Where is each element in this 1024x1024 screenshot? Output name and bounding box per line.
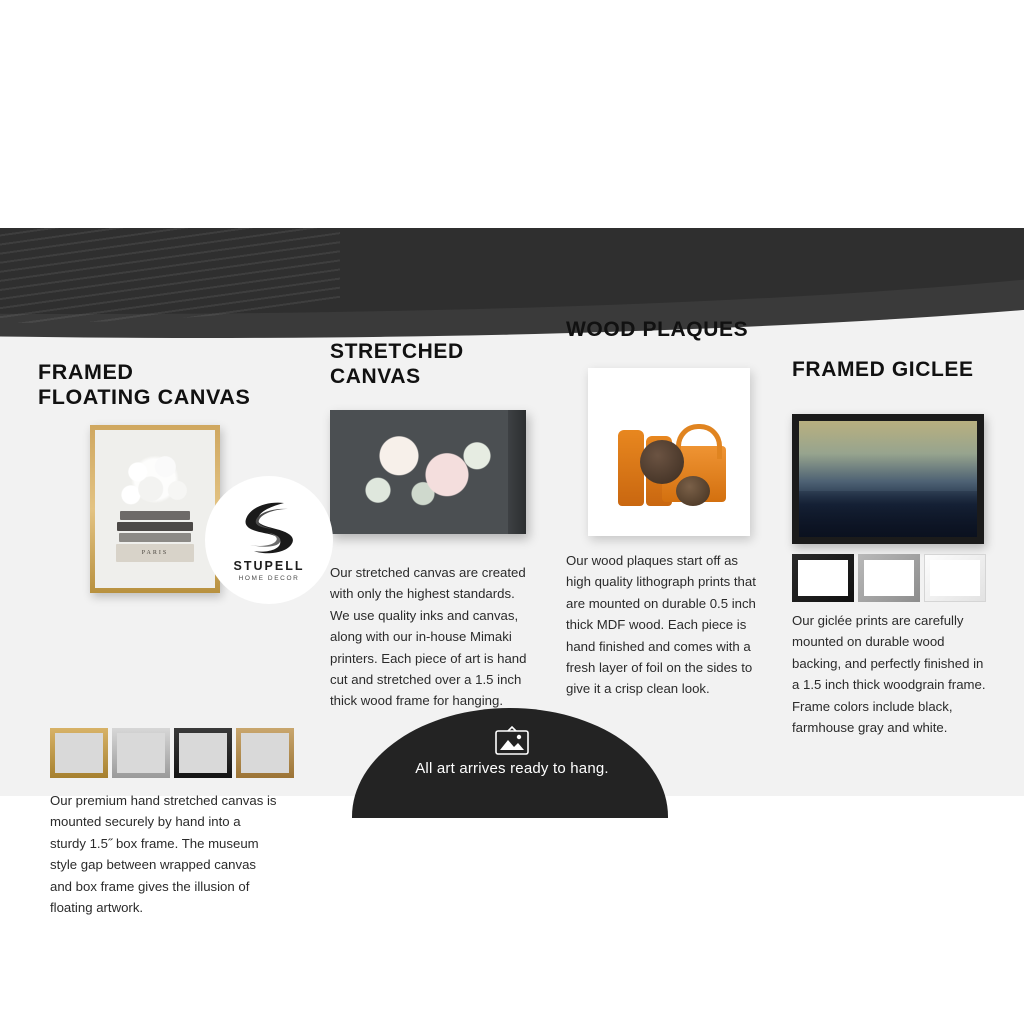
swatch-black xyxy=(174,728,232,778)
column-stretched-canvas xyxy=(330,340,535,709)
brand-logo-badge xyxy=(205,476,333,604)
artwork-book-label: PARIS xyxy=(141,550,169,556)
abstract-landscape-shape xyxy=(799,421,977,537)
column-3-title-line1: WOOD PLAQUES xyxy=(566,318,749,341)
column-3-title xyxy=(566,318,766,343)
column-2-title-line2: CANVAS xyxy=(330,364,421,388)
swatch-woodgrain xyxy=(236,728,294,778)
swatch-silver xyxy=(112,728,170,778)
stupell-s-logo-icon xyxy=(238,499,300,555)
logo-wordmark: STUPELL xyxy=(233,558,305,573)
column-2-description: Our stretched canvas are created with only the highest standards. We use quality inks and canvas, along with our in-house Mimaki printers. Each piece of art is hand cut and stretched over a 1.5 inch thick wood frame for hanging. xyxy=(330,565,527,709)
dog-shape-secondary xyxy=(676,476,710,506)
column-1-description: Our premium hand stretched canvas is mounted securely by hand into a sturdy 1.5˝ box frame. The museum style gap between wrapped canvas and box frame gives the illusion of floating artwork. xyxy=(50,793,277,915)
swatch-gold xyxy=(50,728,108,778)
wood-plaque-artwork xyxy=(588,368,750,536)
frame-swatch-farmhouse-gray xyxy=(858,554,920,602)
giclee-frame-swatches xyxy=(792,554,986,602)
column-1-title-line2: FLOATING CANVAS xyxy=(38,385,251,410)
infographic-band xyxy=(0,228,1024,915)
artwork-canvas xyxy=(95,430,215,588)
column-3-description: Our wood plaques start off as high quality lithograph prints that are mounted on durable 0.5 inch thick MDF wood. Each piece is hand finished and comes with a fresh layer of foil on the sides to give it a crisp clean look. xyxy=(566,553,756,697)
frame-color-swatches xyxy=(50,728,294,778)
column-2-title-line1: STRETCHED xyxy=(330,340,464,363)
column-wood-plaques xyxy=(566,318,766,697)
stacked-books-shape xyxy=(116,509,194,562)
framed-floating-canvas-artwork xyxy=(90,425,220,593)
column-1-title-line1: FRAMED xyxy=(38,360,134,384)
picture-frame-icon xyxy=(493,726,531,756)
column-4-title xyxy=(792,358,997,383)
framed-giclee-artwork xyxy=(792,414,984,544)
column-2-title xyxy=(330,340,535,389)
column-4-title-line1: FRAMED GICLEE xyxy=(792,358,974,381)
column-4-description: Our giclée prints are carefully mounted on durable wood backing, and perfectly finished in a 1.5 inch thick woodgrain frame. Frame colors include black, farmhouse gray and white. xyxy=(792,613,986,735)
dog-shape-primary xyxy=(640,440,684,484)
stretched-canvas-artwork xyxy=(330,410,526,534)
frame-swatch-white xyxy=(924,554,986,602)
floral-painting-shape xyxy=(354,430,504,516)
column-framed-giclee xyxy=(792,358,997,735)
frame-swatch-black xyxy=(792,554,854,602)
column-1-title xyxy=(38,360,328,410)
footer-text: All art arrives ready to hang. xyxy=(415,760,609,777)
logo-tagline: HOME DECOR xyxy=(238,574,300,582)
